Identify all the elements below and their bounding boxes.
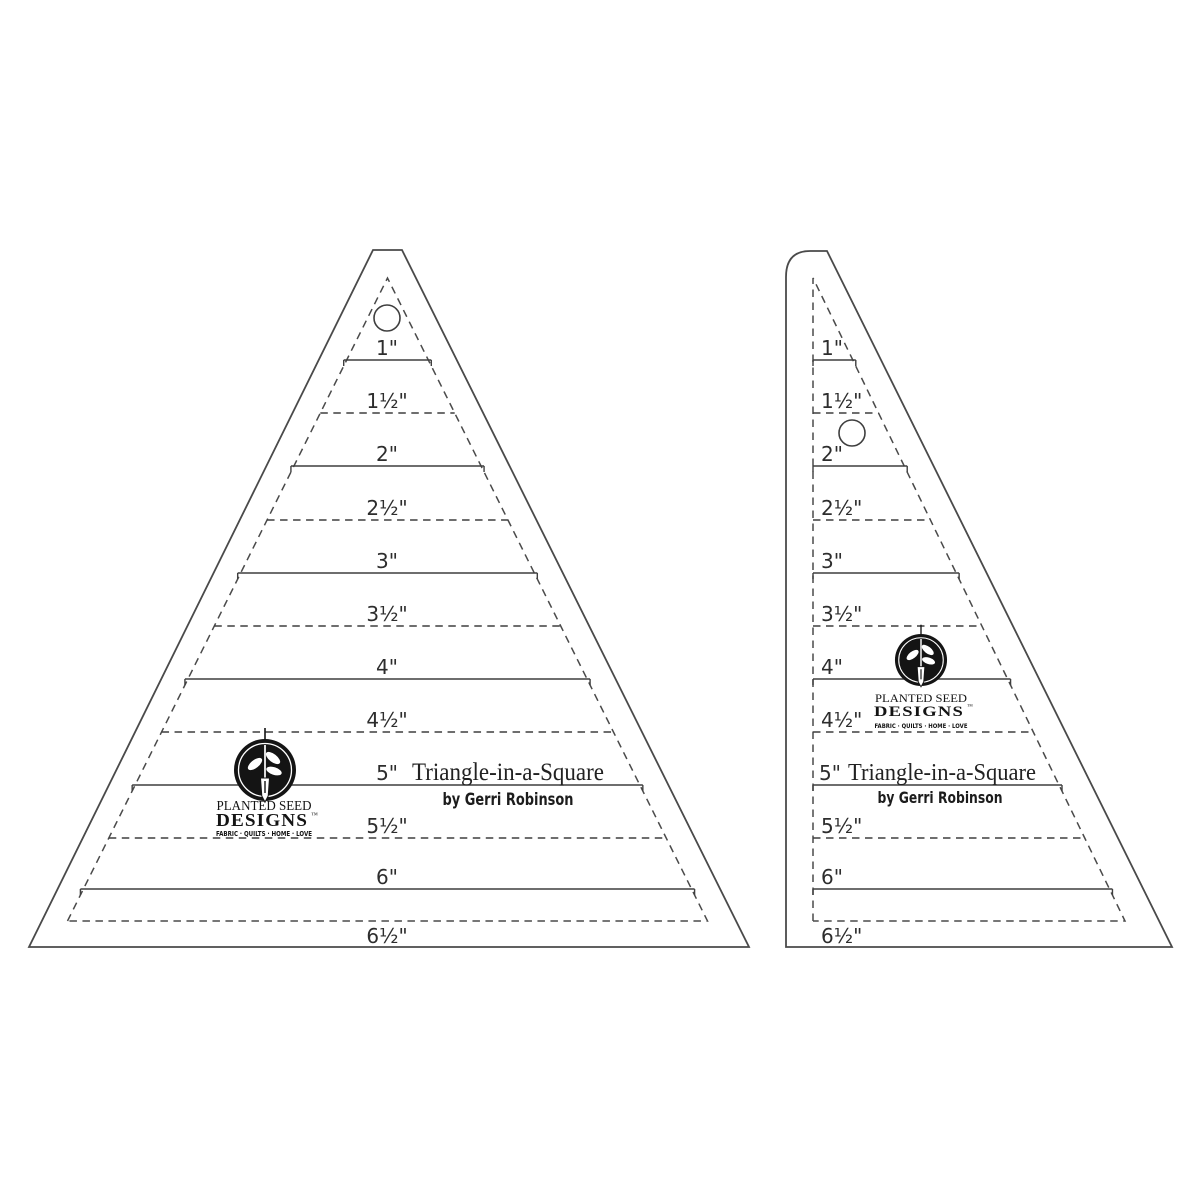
size-label-1½in: 1½" bbox=[821, 389, 863, 413]
product-byline: by Gerri Robinson bbox=[442, 790, 574, 810]
size-label-2in: 2" bbox=[376, 442, 398, 466]
brand-name-line1: PLANTED SEED bbox=[216, 798, 312, 813]
brand-tagline: FABRIC · QUILTS · HOME · LOVE bbox=[874, 724, 968, 730]
size-label-2½in: 2½" bbox=[366, 496, 408, 520]
size-label-1in: 1" bbox=[821, 336, 843, 360]
size-label-5in: 5" bbox=[376, 761, 398, 785]
size-label-6in: 6" bbox=[376, 865, 398, 889]
hanging-hole bbox=[839, 420, 865, 446]
size-label-5½in: 5½" bbox=[821, 814, 863, 838]
size-label-4in: 4" bbox=[376, 655, 398, 679]
size-label-3in: 3" bbox=[376, 549, 398, 573]
size-label-1in: 1" bbox=[376, 336, 398, 360]
size-label-1½in: 1½" bbox=[366, 389, 408, 413]
product-title: Triangle-in-a-Square bbox=[848, 760, 1036, 786]
large-triangle-template bbox=[29, 250, 749, 948]
size-label-5in: 5" bbox=[819, 761, 841, 785]
size-label-3½in: 3½" bbox=[366, 602, 408, 626]
cutting-outline bbox=[786, 251, 1172, 947]
size-label-5½in: 5½" bbox=[366, 814, 408, 838]
size-label-4in: 4" bbox=[821, 655, 843, 679]
size-label-6½in: 6½" bbox=[366, 924, 408, 948]
trademark-symbol: ™ bbox=[967, 704, 973, 710]
size-label-4½in: 4½" bbox=[366, 708, 408, 732]
half-triangle-template bbox=[786, 251, 1172, 948]
brand-name-line2: DESIGNS bbox=[874, 704, 964, 720]
brand-tagline: FABRIC · QUILTS · HOME · LOVE bbox=[216, 830, 313, 838]
size-label-6in: 6" bbox=[821, 865, 843, 889]
brand-name-line2: DESIGNS bbox=[216, 810, 308, 830]
product-title: Triangle-in-a-Square bbox=[412, 759, 604, 786]
product-byline: by Gerri Robinson bbox=[877, 788, 1003, 807]
size-label-4½in: 4½" bbox=[821, 708, 863, 732]
size-label-3in: 3" bbox=[821, 549, 843, 573]
size-label-2½in: 2½" bbox=[821, 496, 863, 520]
trademark-symbol: ™ bbox=[311, 811, 318, 819]
size-label-6½in: 6½" bbox=[821, 924, 863, 948]
brand-name-line1: PLANTED SEED bbox=[875, 693, 967, 705]
hanging-hole bbox=[374, 305, 400, 331]
size-label-3½in: 3½" bbox=[821, 602, 863, 626]
size-label-2in: 2" bbox=[821, 442, 843, 466]
